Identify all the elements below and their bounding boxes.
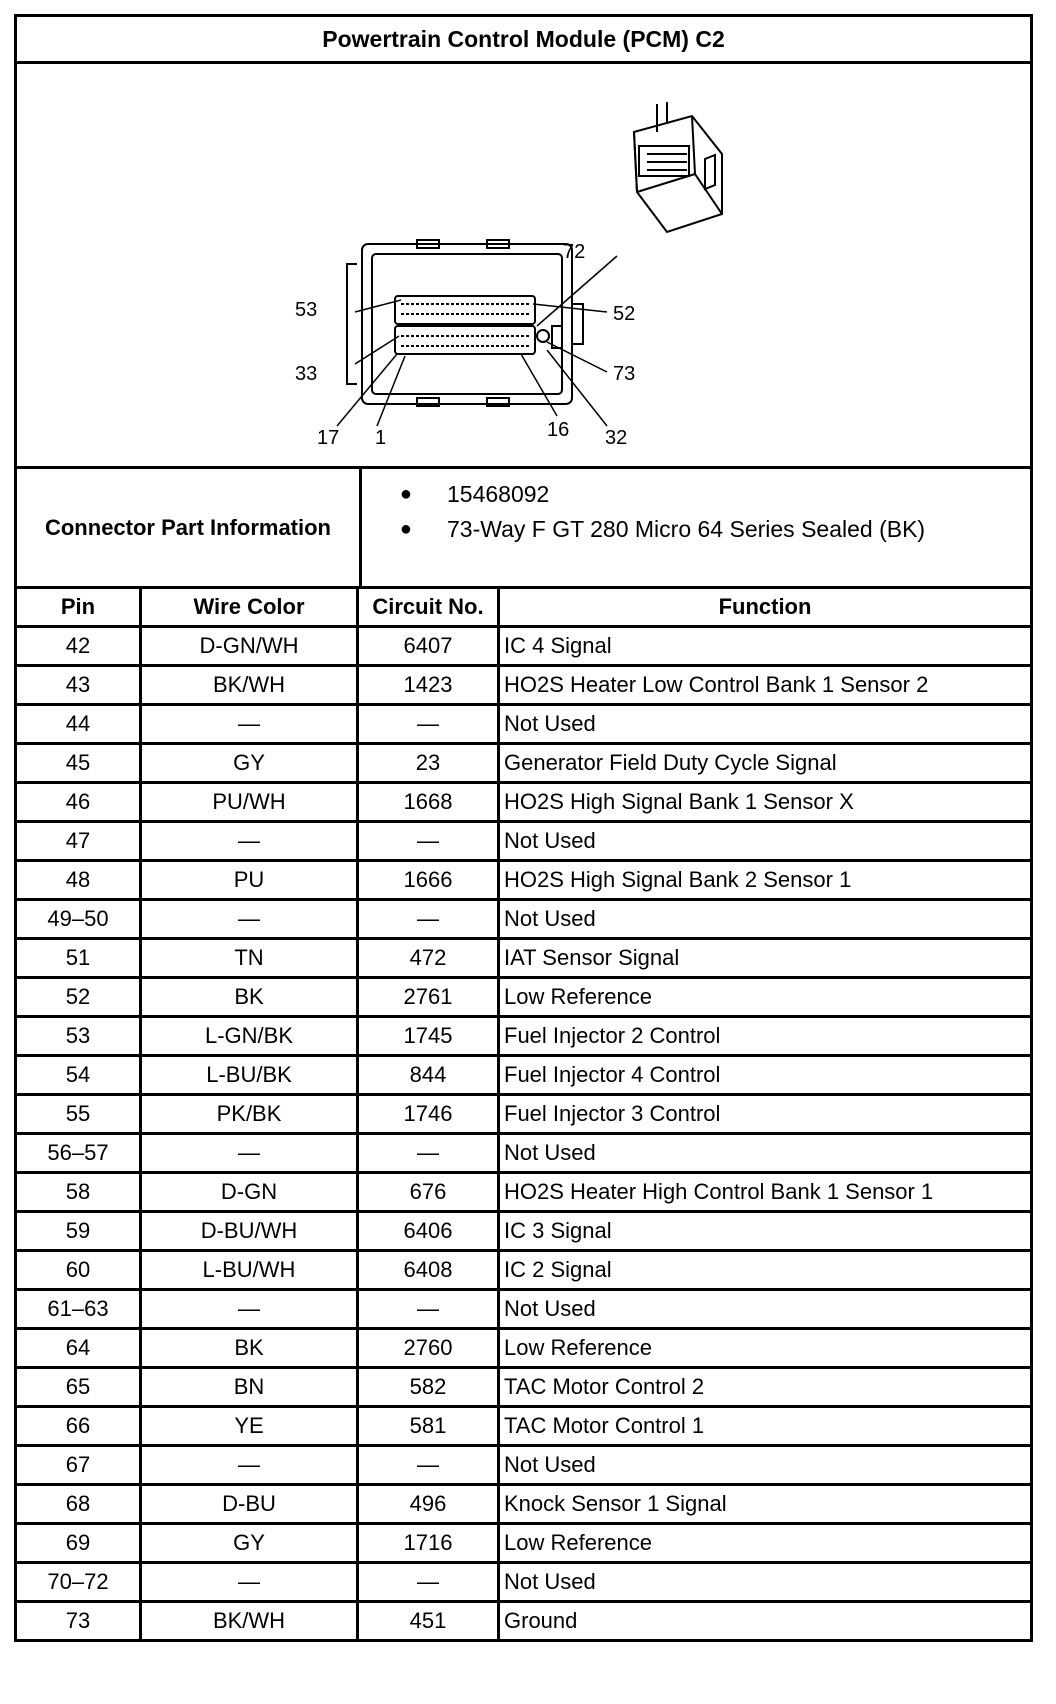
table-row xyxy=(16,1017,1032,1056)
header-circuit: Circuit No. xyxy=(358,588,499,627)
header-wire-color: Wire Color xyxy=(141,588,358,627)
table-row xyxy=(16,1563,1032,1602)
cell-pin: 53 xyxy=(16,1017,141,1056)
table-row xyxy=(16,1290,1032,1329)
cell-circuit: 844 xyxy=(358,1056,499,1095)
cell-circuit: 23 xyxy=(358,744,499,783)
cell-function: HO2S High Signal Bank 2 Sensor 1 xyxy=(499,861,1032,900)
cell-function: Ground xyxy=(499,1602,1032,1641)
cell-pin: 66 xyxy=(16,1407,141,1446)
table-row xyxy=(16,1251,1032,1290)
page-title: Powertrain Control Module (PCM) C2 xyxy=(14,14,1033,61)
cell-pin: 58 xyxy=(16,1173,141,1212)
cell-function: HO2S Heater High Control Bank 1 Sensor 1 xyxy=(499,1173,1032,1212)
cell-function: Not Used xyxy=(499,822,1032,861)
cell-function: HO2S Heater Low Control Bank 1 Sensor 2 xyxy=(499,666,1032,705)
cell-circuit: 6408 xyxy=(358,1251,499,1290)
cell-function: HO2S High Signal Bank 1 Sensor X xyxy=(499,783,1032,822)
cell-wire-color: GY xyxy=(141,1524,358,1563)
table-row xyxy=(16,939,1032,978)
table-row xyxy=(16,1056,1032,1095)
part-item: ● 73-Way F GT 280 Micro 64 Series Sealed (BK) xyxy=(362,512,1030,547)
cell-wire-color: — xyxy=(141,1563,358,1602)
table-row xyxy=(16,1212,1032,1251)
cell-circuit: — xyxy=(358,822,499,861)
table-row xyxy=(16,861,1032,900)
table-header-row xyxy=(16,588,1032,627)
cell-wire-color: — xyxy=(141,705,358,744)
cell-pin: 60 xyxy=(16,1251,141,1290)
cell-wire-color: YE xyxy=(141,1407,358,1446)
header-pin: Pin xyxy=(16,588,141,627)
cell-circuit: 581 xyxy=(358,1407,499,1446)
connector-face xyxy=(347,240,586,406)
pin-label-73: 73 xyxy=(613,363,636,385)
cell-circuit: 676 xyxy=(358,1173,499,1212)
cell-pin: 48 xyxy=(16,861,141,900)
cell-wire-color: D-BU/WH xyxy=(141,1212,358,1251)
cell-pin: 69 xyxy=(16,1524,141,1563)
cell-function: Knock Sensor 1 Signal xyxy=(499,1485,1032,1524)
cell-function: IC 3 Signal xyxy=(499,1212,1032,1251)
cell-wire-color: PK/BK xyxy=(141,1095,358,1134)
cell-wire-color: D-GN xyxy=(141,1173,358,1212)
cell-wire-color: GY xyxy=(141,744,358,783)
cell-function: Not Used xyxy=(499,1290,1032,1329)
pin-label-53: 53 xyxy=(295,299,318,321)
table-row xyxy=(16,1446,1032,1485)
cell-wire-color: TN xyxy=(141,939,358,978)
pin-label-52: 52 xyxy=(613,303,636,325)
cell-circuit: — xyxy=(358,1563,499,1602)
cell-pin: 43 xyxy=(16,666,141,705)
cell-pin: 67 xyxy=(16,1446,141,1485)
table-row xyxy=(16,627,1032,666)
connector-part-info xyxy=(14,466,1033,586)
table-row xyxy=(16,1407,1032,1446)
cell-function: IC 2 Signal xyxy=(499,1251,1032,1290)
table-row xyxy=(16,978,1032,1017)
cell-circuit: 496 xyxy=(358,1485,499,1524)
table-row xyxy=(16,1095,1032,1134)
cell-wire-color: BK xyxy=(141,1329,358,1368)
cell-wire-color: — xyxy=(141,1134,358,1173)
cell-circuit: 451 xyxy=(358,1602,499,1641)
table-row xyxy=(16,1524,1032,1563)
cell-wire-color: BK/WH xyxy=(141,1602,358,1641)
cell-circuit: 472 xyxy=(358,939,499,978)
cell-wire-color: — xyxy=(141,822,358,861)
cell-circuit: 6407 xyxy=(358,627,499,666)
cell-circuit: — xyxy=(358,1134,499,1173)
cell-wire-color: D-GN/WH xyxy=(141,627,358,666)
cell-pin: 61–63 xyxy=(16,1290,141,1329)
cell-pin: 68 xyxy=(16,1485,141,1524)
pin-label-33: 33 xyxy=(295,363,318,385)
cell-wire-color: D-BU xyxy=(141,1485,358,1524)
cell-circuit: 2760 xyxy=(358,1329,499,1368)
connector-part-values xyxy=(362,469,1030,586)
cell-function: IAT Sensor Signal xyxy=(499,939,1032,978)
cell-pin: 44 xyxy=(16,705,141,744)
table-row xyxy=(16,1602,1032,1641)
cell-pin: 70–72 xyxy=(16,1563,141,1602)
cell-pin: 47 xyxy=(16,822,141,861)
table-row xyxy=(16,822,1032,861)
table-row xyxy=(16,1134,1032,1173)
cell-function: Low Reference xyxy=(499,978,1032,1017)
connector-illustration xyxy=(17,64,1030,463)
cell-function: Not Used xyxy=(499,1134,1032,1173)
cell-function: Low Reference xyxy=(499,1329,1032,1368)
pin-label-17: 17 xyxy=(317,427,340,449)
cell-function: Fuel Injector 3 Control xyxy=(499,1095,1032,1134)
cell-circuit: 2761 xyxy=(358,978,499,1017)
part-item: ● 15468092 xyxy=(362,477,1030,512)
connector-diagram xyxy=(14,61,1033,466)
cell-wire-color: PU xyxy=(141,861,358,900)
cell-circuit: 1716 xyxy=(358,1524,499,1563)
cell-function: IC 4 Signal xyxy=(499,627,1032,666)
cell-wire-color: PU/WH xyxy=(141,783,358,822)
cell-function: Not Used xyxy=(499,1563,1032,1602)
cell-pin: 73 xyxy=(16,1602,141,1641)
table-row xyxy=(16,666,1032,705)
connector-sheet xyxy=(14,14,1033,1642)
cell-circuit: 1746 xyxy=(358,1095,499,1134)
connector-isometric-icon xyxy=(634,102,722,232)
table-row xyxy=(16,1329,1032,1368)
cell-function: Generator Field Duty Cycle Signal xyxy=(499,744,1032,783)
cell-circuit: — xyxy=(358,1290,499,1329)
cell-function: Not Used xyxy=(499,1446,1032,1485)
pin-leader-lines xyxy=(337,256,617,426)
cell-wire-color: — xyxy=(141,1290,358,1329)
cell-function: TAC Motor Control 2 xyxy=(499,1368,1032,1407)
cell-wire-color: L-BU/BK xyxy=(141,1056,358,1095)
cell-circuit: — xyxy=(358,1446,499,1485)
cell-circuit: 1423 xyxy=(358,666,499,705)
bullet-icon: ● xyxy=(399,518,412,540)
table-row xyxy=(16,744,1032,783)
table-row xyxy=(16,783,1032,822)
cell-pin: 51 xyxy=(16,939,141,978)
cell-circuit: — xyxy=(358,705,499,744)
cell-circuit: 1666 xyxy=(358,861,499,900)
cell-circuit: 582 xyxy=(358,1368,499,1407)
cell-function: Fuel Injector 2 Control xyxy=(499,1017,1032,1056)
cell-wire-color: L-BU/WH xyxy=(141,1251,358,1290)
cell-wire-color: L-GN/BK xyxy=(141,1017,358,1056)
cell-wire-color: BK/WH xyxy=(141,666,358,705)
table-row xyxy=(16,1368,1032,1407)
bullet-icon: ● xyxy=(399,483,412,505)
cell-function: Low Reference xyxy=(499,1524,1032,1563)
cell-pin: 52 xyxy=(16,978,141,1017)
cell-circuit: 6406 xyxy=(358,1212,499,1251)
cell-pin: 65 xyxy=(16,1368,141,1407)
cell-wire-color: BN xyxy=(141,1368,358,1407)
cell-wire-color: — xyxy=(141,900,358,939)
pin-label-32: 32 xyxy=(605,427,628,449)
pin-label-72: 72 xyxy=(563,241,586,263)
cell-function: Fuel Injector 4 Control xyxy=(499,1056,1032,1095)
cell-pin: 59 xyxy=(16,1212,141,1251)
cell-pin: 42 xyxy=(16,627,141,666)
cell-pin: 64 xyxy=(16,1329,141,1368)
cell-function: Not Used xyxy=(499,900,1032,939)
cell-pin: 45 xyxy=(16,744,141,783)
table-row xyxy=(16,1485,1032,1524)
connector-part-label: Connector Part Information xyxy=(17,469,362,586)
pin-label-16: 16 xyxy=(547,419,570,441)
header-function: Function xyxy=(499,588,1032,627)
table-row xyxy=(16,1173,1032,1212)
cell-wire-color: — xyxy=(141,1446,358,1485)
pin-label-1: 1 xyxy=(375,427,387,449)
cell-pin: 46 xyxy=(16,783,141,822)
cell-wire-color: BK xyxy=(141,978,358,1017)
table-row xyxy=(16,900,1032,939)
cell-circuit: — xyxy=(358,900,499,939)
pinout-table xyxy=(14,586,1033,1642)
cell-pin: 54 xyxy=(16,1056,141,1095)
cell-pin: 55 xyxy=(16,1095,141,1134)
cell-function: TAC Motor Control 1 xyxy=(499,1407,1032,1446)
cell-pin: 49–50 xyxy=(16,900,141,939)
cell-pin: 56–57 xyxy=(16,1134,141,1173)
cell-circuit: 1745 xyxy=(358,1017,499,1056)
table-row xyxy=(16,705,1032,744)
cell-function: Not Used xyxy=(499,705,1032,744)
cell-circuit: 1668 xyxy=(358,783,499,822)
